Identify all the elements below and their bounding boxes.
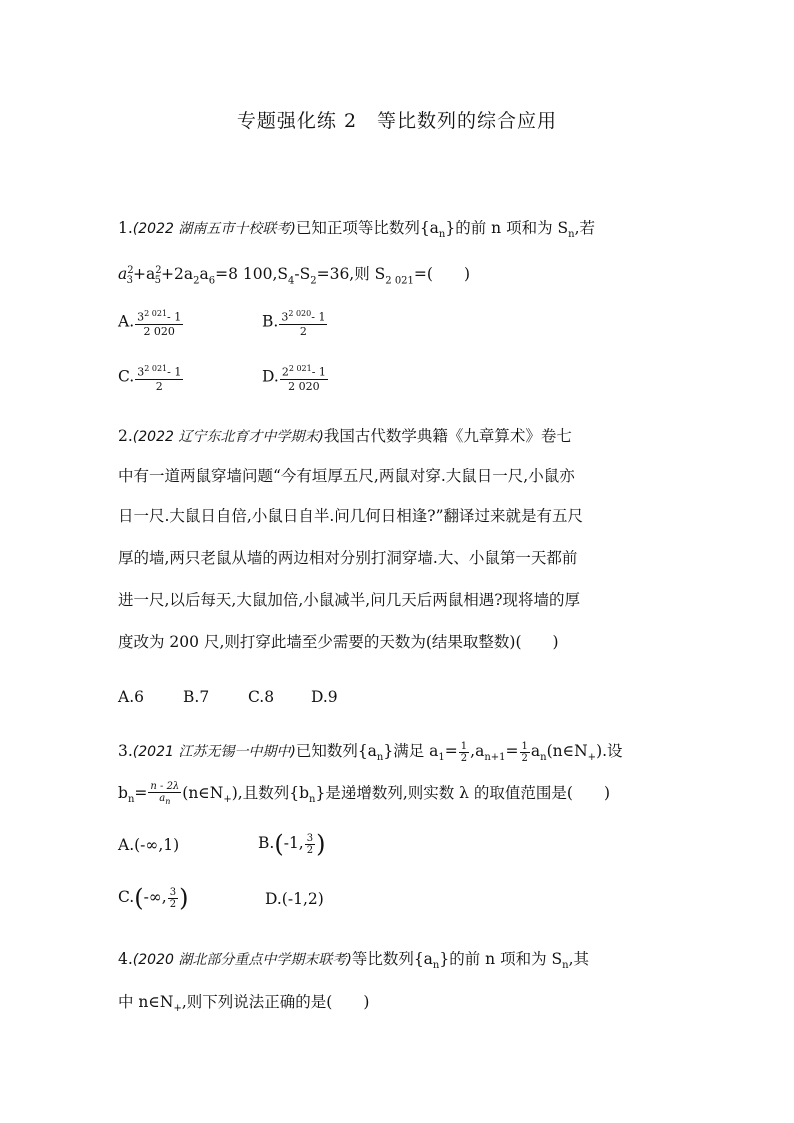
q2-line-5: 进一尺,以后每天,大鼠加倍,小鼠减半,问几天后两鼠相遇?现将墙的厚 — [118, 591, 581, 609]
q3-number: 3. — [118, 742, 133, 760]
q3-option-d: D.(-1,2) — [265, 890, 324, 908]
q3-source: (2021 江苏无锡一中期中) — [132, 744, 296, 760]
q4-line-2: 中 $n\in N_+$,则下列说法正确的是( ) — [118, 993, 370, 1015]
q1-number: 1. — [118, 219, 133, 237]
q2-line-4: 厚的墙,两只老鼠从墙的两边相对分别打洞穿墙.大、小鼠第一天都前 — [118, 549, 578, 567]
q2-line-3: 日一尺.大鼠日自倍,小鼠日自半.问几何日相逢?”翻译过来就是有五尺 — [118, 507, 584, 525]
q3-line-2: $b_n=$ $\frac{n - 2\lambda}{a_n}$ $(n\in N_+)$,且数列$\{b_n\}$是递增数列,则实数 λ 的取值范围是( ) — [118, 781, 611, 806]
q1-option-a: A. $\frac{3^{2 021}- 1}{2 020}$ — [118, 309, 182, 338]
q2-option-b: B.7 — [183, 688, 210, 706]
q1-option-b: B. $\frac{3^{2 020}- 1}{2}$ — [262, 309, 326, 338]
page-title: 专题强化练 2 等比数列的综合应用 — [236, 110, 558, 132]
q1-line-1: 1.(2022 湖南五市十校联考)已知正项等比数列$\{a_n\}$的前 n 项和为 $S_n$,若 — [118, 219, 596, 241]
q3-option-a: A.(-∞,1) — [118, 836, 180, 854]
q2-number: 2. — [118, 427, 133, 445]
q3-option-c: C.(-∞, $\frac{3}{2}$ ) — [118, 884, 189, 912]
q4-source: (2020 湖北部分重点中学期末联考) — [132, 952, 352, 968]
q2-option-a: A.6 — [118, 688, 144, 706]
q4-line-1: 4.(2020 湖北部分重点中学期末联考)等比数列$\{a_n\}$的前 n 项和为 $S_n$,其 — [118, 950, 590, 972]
q1-source: (2022 湖南五市十校联考) — [132, 221, 296, 237]
q1-line-2: $a^2_3+a^2_5+2a_2a_6=8$ $100,S_4-S_2=36$,则 $S_{2 021}=$( ) — [118, 265, 471, 287]
q3-option-b: B.(-1, $\frac{3}{2}$ ) — [258, 830, 326, 858]
q2-source: (2022 辽宁东北育才中学期末) — [132, 429, 324, 445]
q2-option-c: C.8 — [248, 688, 275, 706]
q2-line-6: 度改为 200 尺,则打穿此墙至少需要的天数为(结果取整数)( ) — [118, 633, 559, 651]
q1-option-d: D. $\frac{2^{2 021}- 1}{2 020}$ — [262, 364, 326, 393]
q4-number: 4. — [118, 950, 133, 968]
q2-line-2: 中有一道两鼠穿墙问题“今有垣厚五尺,两鼠对穿.大鼠日一尺,小鼠亦 — [118, 467, 575, 485]
q2-option-d: D.9 — [311, 688, 338, 706]
q1-option-c: C. $\frac{3^{2 021}- 1}{2}$ — [118, 364, 182, 393]
q2-line-1: 2.(2022 辽宁东北育才中学期末)我国古代数学典籍《九章算术》卷七 — [118, 427, 572, 445]
q3-line-1: 3.(2021 江苏无锡一中期中)已知数列$\{a_n\}$满足 $a_1=$ $\frac{1}{2}$ $,a_{n+1}=$ $\frac{1}{2}$ $a_n(n\in N_+)$.设 — [118, 740, 623, 764]
